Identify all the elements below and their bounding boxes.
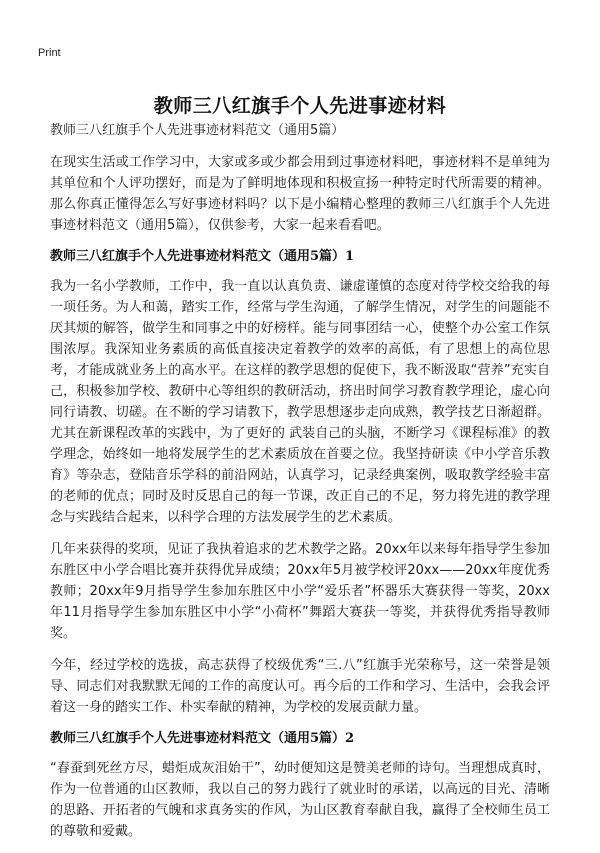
section-heading-2: 教师三八红旗手个人先进事迹材料范文（通用5篇）2 <box>50 731 355 746</box>
document-body <box>50 122 550 853</box>
page-title: 教师三八红旗手个人先进事迹材料 <box>153 94 447 117</box>
intro-paragraph: 在现实生活或工作学习中，大家或多或少都会用到过事迹材料吧，事迹材料不是单纯为其单位和个人评功摆好，而是为了鲜明地体现和积极宣扬一种特定时代所需要的精神。那么你真正懂得怎么写好事迹材料吗？以下是小编精心整理的教师三八红旗手个人先进事迹材料范文（通用5篇），仅供参考，大家一起来看看吧。 <box>50 155 550 233</box>
section-2-paragraph-1: “春蚕到死丝方尽，蜡炬成灰泪始干”，幼时便知这是赞美老师的诗句。当理想成真时，作为一位普通的山区教师，我以自己的努力践行了就业时的承诺，以高远的目光、清晰的思路、开拓者的气魄和求真务实的作风，为山区教育奉献自我，赢得了全校师生员工的尊敬和爱戴。 <box>50 761 550 839</box>
print-link[interactable]: Print <box>38 47 61 59</box>
section-1-paragraph-1: 我为一名小学教师，工作中，我一直以认真负责、谦虚谨慎的态度对待学校交给我的每一项任务。为人和蔼，踏实工作，经常与学生沟通，了解学生情况，对学生的问题能不厌其烦的解答，做学生和同事之中的好榜样。能与同事团结一心，使整个办公室工作氛围浓厚。我深知业务素质的高低直接决定着教学的效率的高低，有了思想上的高位思考，才能成就业务上的高水平。在这样的教学思想的促使下，我不断汲取“营养”充实自己，积极参加学校、教研中心等组织的教研活动，挤出时间学习教育教学理论，虚心向同行请教、切磋。在不断的学习请教下，教学思想逐步走向成熟，教学技艺日渐超群。尤其在新课程改革的实践中，为了更好的 武装自己的头脑，不断学习《课程标准》的教学理念，始终如一地将发展学生的艺术素质放在首要之位。我坚持研读《中小学音乐教育》等杂志，登陆音乐学科的前沿网站，认真学习，记录经典案例，吸取教学经验丰富的老师的优点；同时及时反思自己的每一节课，改正自己的不足，努力将先进的教学理念与实践结合起来，以科学合理的方法发展学生的艺术素质。 <box>50 279 550 525</box>
section-1-paragraph-2: 几年来获得的奖项，见证了我执着追求的艺术教学之路。20xx年以来每年指导学生参加东胜区中小学合唱比赛并获得优异成绩；20xx年5月被学校评20xx——20xx年度优秀教师；20xx年9月指导学生参加东胜区中小学“爱乐者”杯器乐大赛获得一等奖，20xx年11月指导学生参加东胜区中小学“小荷杯”舞蹈大赛获一等奖，并获得优秀指导教师奖。 <box>50 542 550 641</box>
document-subtitle: 教师三八红旗手个人先进事迹材料范文（通用5篇） <box>50 123 345 138</box>
section-heading-1: 教师三八红旗手个人先进事迹材料范文（通用5篇）1 <box>50 249 355 264</box>
section-1-paragraph-3: 今年，经过学校的选拔，高志获得了校级优秀“三.八”红旗手光荣称号，这一荣誉是领导、同志们对我默默无闻的工作的高度认可。再今后的工作和学习、生活中，会我会评着这一身的踏实工作、朴实奉献的精神，为学校的发展贡献力量。 <box>50 658 550 715</box>
